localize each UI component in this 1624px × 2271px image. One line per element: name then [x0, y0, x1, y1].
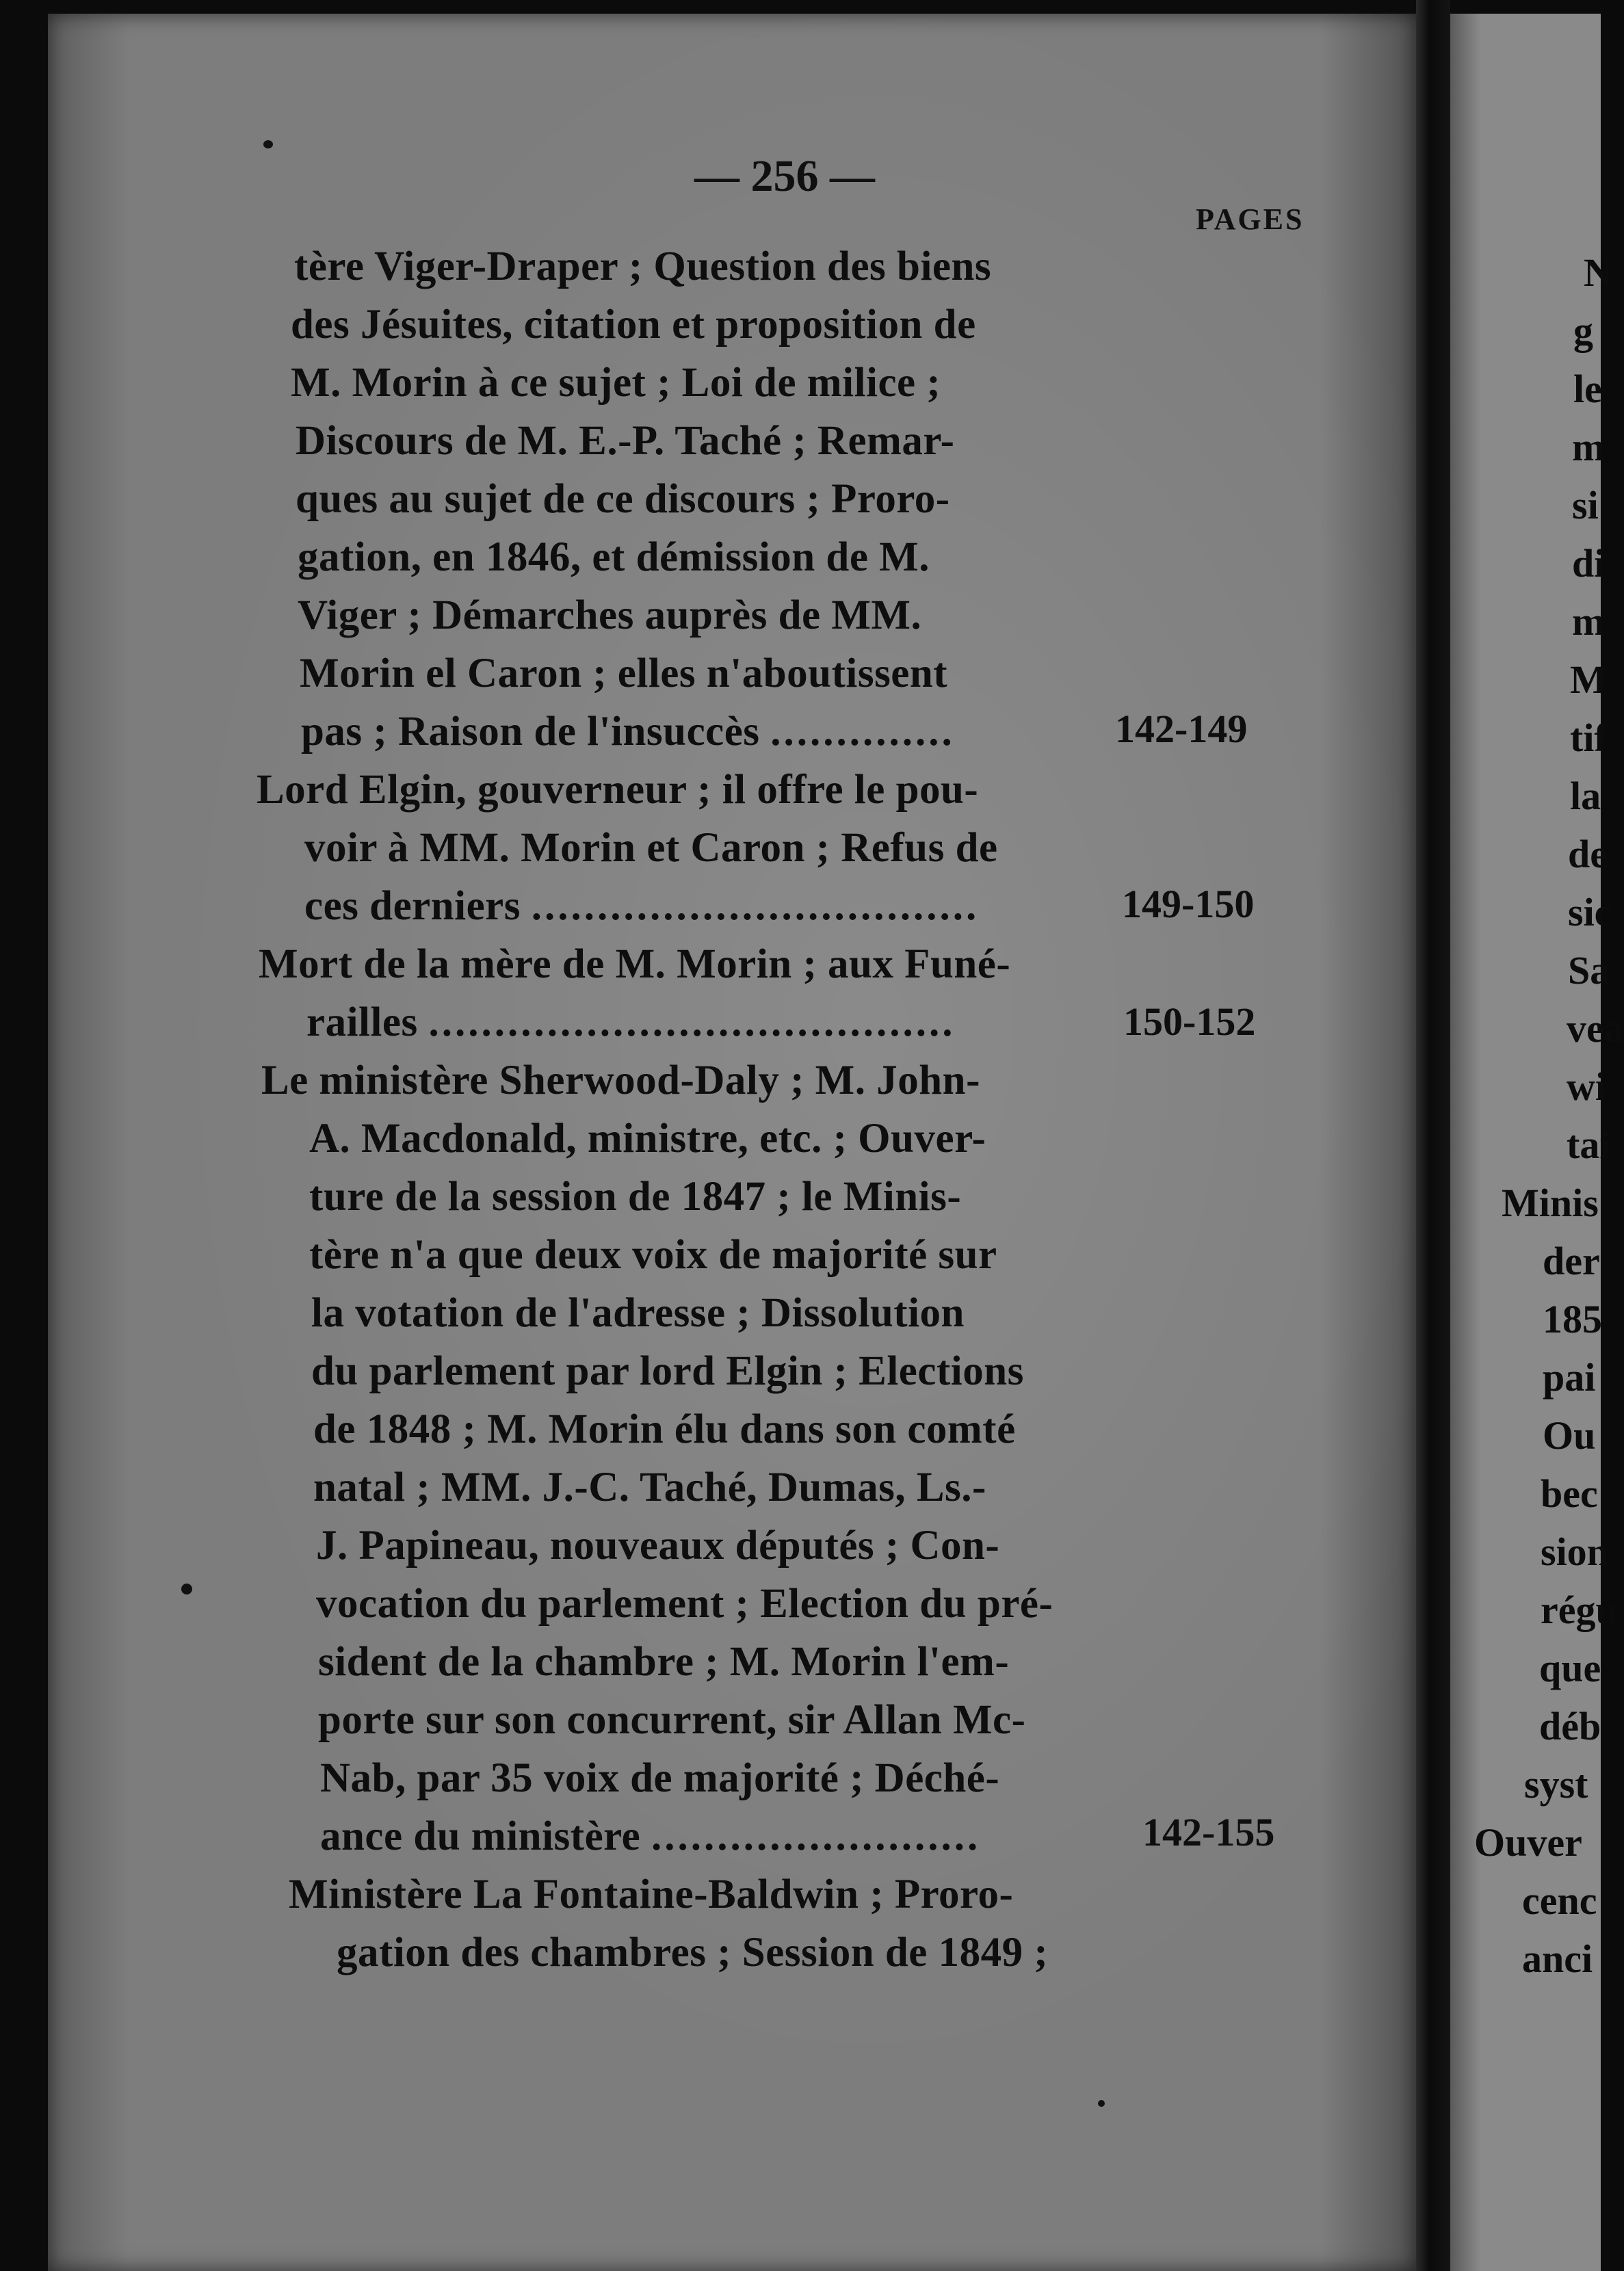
- page-range: 142-155: [1142, 1810, 1275, 1854]
- right-page-text: sic: [1568, 890, 1612, 934]
- toc-text: railles: [306, 999, 418, 1045]
- toc-text: vocation du parlement ; Election du pré-: [316, 1581, 1053, 1627]
- toc-text: ques au sujet de ce discours ; Proro-: [296, 476, 950, 522]
- toc-line: [311, 1348, 1024, 1395]
- right-page-text: bec: [1541, 1471, 1598, 1516]
- toc-line: [300, 650, 947, 698]
- toc-text: tère n'a que deux voix de majorité sur: [309, 1232, 997, 1278]
- toc-line: [306, 999, 955, 1047]
- right-page-text: régu: [1541, 1588, 1618, 1632]
- toc-line: [298, 592, 921, 640]
- toc-line: [318, 1696, 1025, 1744]
- right-page-text: anci: [1522, 1937, 1593, 1981]
- ink-speck: [263, 140, 273, 148]
- toc-line: [304, 824, 998, 872]
- right-page-text: pai: [1543, 1355, 1596, 1400]
- toc-line: [289, 1871, 1013, 1919]
- toc-text: Ministère La Fontaine-Baldwin ; Proro-: [289, 1872, 1014, 1917]
- toc-text: la votation de l'adresse ; Dissolution: [311, 1290, 965, 1336]
- toc-text: M. Morin à ce sujet ; Loi de milice ;: [291, 360, 941, 406]
- right-page-text: que: [1539, 1646, 1601, 1690]
- toc-line: [294, 243, 991, 291]
- toc-text: natal ; MM. J.-C. Taché, Dumas, Ls.-: [313, 1465, 986, 1510]
- right-page-text: m: [1572, 425, 1606, 469]
- book-page-right-edge: [1450, 14, 1624, 2271]
- toc-line: [316, 1522, 999, 1570]
- right-page-text: vea: [1567, 1006, 1624, 1051]
- right-page-text: le: [1573, 367, 1602, 411]
- right-page-text: Minis: [1502, 1181, 1599, 1225]
- page-range: 142-149: [1115, 707, 1248, 751]
- right-page-text: m: [1572, 599, 1606, 644]
- toc-text: Nab, par 35 voix de majorité ; Déché-: [320, 1755, 1000, 1801]
- toc-line: [296, 475, 950, 523]
- page-range: 150-152: [1123, 999, 1256, 1044]
- toc-text: voir à MM. Morin et Caron ; Refus de: [304, 825, 998, 871]
- toc-text: sident de la chambre ; M. Morin l'em-: [318, 1639, 1010, 1685]
- toc-line: [313, 1406, 1016, 1454]
- toc-text: porte sur son concurrent, sir Allan Mc-: [318, 1697, 1026, 1743]
- toc-line: [261, 1057, 980, 1105]
- toc-line: [257, 766, 978, 814]
- toc-line: [259, 941, 1010, 988]
- toc-line: [298, 534, 930, 581]
- right-page-text: de: [1568, 832, 1608, 876]
- right-page-text: Sa: [1568, 948, 1610, 993]
- toc-text: Mort de la mère de M. Morin ; aux Funé-: [259, 941, 1011, 987]
- right-page-text: tai: [1567, 1123, 1611, 1167]
- toc-text: gation, en 1846, et démission de M.: [298, 534, 930, 580]
- toc-text: J. Papineau, nouveaux députés ; Con-: [316, 1523, 1000, 1568]
- page-range: 149-150: [1122, 882, 1255, 926]
- toc-line: [320, 1755, 999, 1802]
- toc-line: [337, 1929, 1048, 1977]
- right-page-text: Ouver: [1474, 1820, 1582, 1865]
- toc-text: Le ministère Sherwood-Daly ; M. John-: [261, 1058, 980, 1103]
- toc-line: [320, 1813, 980, 1861]
- dot-leader: ..............: [770, 709, 955, 754]
- book-page-left: [48, 14, 1416, 2271]
- right-page-text: N: [1584, 250, 1612, 295]
- right-page-text: déb: [1539, 1704, 1601, 1748]
- right-page-text: M: [1570, 657, 1608, 702]
- toc-line: [311, 1289, 965, 1337]
- toc-line: [313, 1464, 986, 1512]
- toc-text: pas ; Raison de l'insuccès: [301, 709, 760, 754]
- toc-text: du parlement par lord Elgin ; Elections: [311, 1348, 1024, 1394]
- toc-line: [318, 1638, 1009, 1686]
- right-page-text: cenc: [1522, 1878, 1597, 1923]
- toc-line: [304, 882, 979, 930]
- toc-line: [291, 359, 941, 407]
- pages-column-header: PAGES: [1196, 202, 1305, 236]
- right-page-text: tif: [1570, 716, 1608, 760]
- toc-line: [291, 301, 976, 349]
- toc-line: [309, 1173, 961, 1221]
- toc-text: A. Macdonald, ministre, etc. ; Ouver-: [309, 1116, 986, 1161]
- toc-line: [309, 1115, 986, 1163]
- toc-text: Morin el Caron ; elles n'aboutissent: [300, 651, 948, 696]
- toc-line: [296, 417, 954, 465]
- right-page-text: Ou: [1543, 1413, 1596, 1458]
- toc-text: Lord Elgin, gouverneur ; il offre le pou-: [257, 767, 979, 813]
- toc-line: [309, 1231, 997, 1279]
- right-page-text: si: [1572, 483, 1599, 527]
- toc-line: [301, 708, 955, 756]
- toc-text: ture de la session de 1847 ; le Minis-: [309, 1174, 962, 1220]
- toc-line: [316, 1580, 1053, 1628]
- dot-leader: .........................: [651, 1813, 981, 1859]
- dot-leader: ........................................: [428, 999, 956, 1045]
- right-page-text: 185: [1543, 1297, 1602, 1341]
- toc-text: tère Viger-Draper ; Question des biens: [294, 244, 992, 289]
- right-page-text: der: [1543, 1239, 1600, 1283]
- right-page-text: syst: [1524, 1762, 1588, 1807]
- right-page-text: g: [1573, 309, 1593, 353]
- toc-text: Viger ; Démarches auprès de MM.: [298, 592, 922, 638]
- toc-text: Discours de M. E.-P. Taché ; Remar-: [296, 418, 955, 464]
- toc-text: des Jésuites, citation et proposition de: [291, 302, 976, 347]
- right-page-text: di: [1572, 541, 1606, 586]
- right-page-text: sion: [1541, 1530, 1609, 1574]
- ink-speck: [181, 1584, 192, 1594]
- book-gutter: [1416, 0, 1450, 2271]
- toc-text: ces derniers: [304, 883, 521, 929]
- page-number: — 256 —: [694, 151, 875, 201]
- ink-speck: [1098, 2100, 1105, 2107]
- toc-text: ance du ministère: [320, 1813, 641, 1859]
- toc-text: gation des chambres ; Session de 1849 ;: [337, 1930, 1049, 1975]
- dot-leader: ..................................: [531, 883, 980, 929]
- right-page-text: la: [1570, 774, 1601, 818]
- right-page-text: wi: [1567, 1064, 1606, 1109]
- toc-text: de 1848 ; M. Morin élu dans son comté: [313, 1406, 1016, 1452]
